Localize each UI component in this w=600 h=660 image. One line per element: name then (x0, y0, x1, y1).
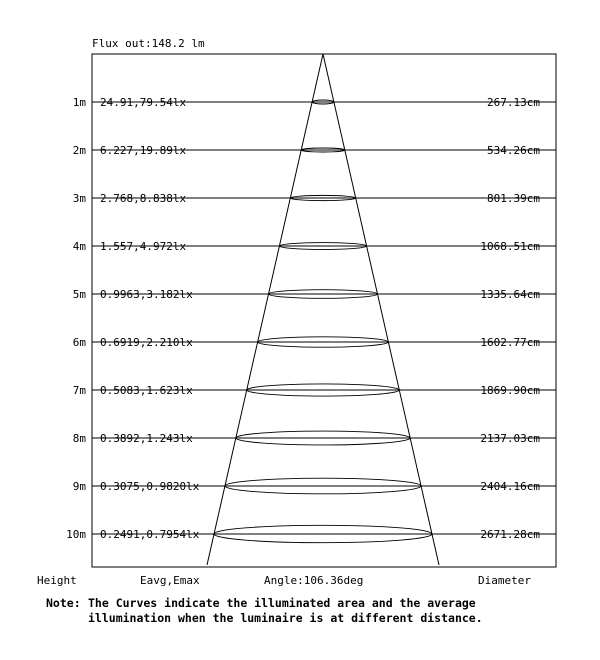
row-diameter: 2671.28cm (480, 528, 540, 541)
row-diameter: 1869.90cm (480, 384, 540, 397)
row-diameter: 1602.77cm (480, 336, 540, 349)
row-dividers (92, 102, 556, 534)
flux-out-label: Flux out:148.2 lm (92, 37, 205, 50)
row-diameter: 1335.64cm (480, 288, 540, 301)
row-diameter: 534.26cm (487, 144, 540, 157)
row-height-label: 8m (72, 432, 86, 445)
angle-label: Angle:106.36deg (264, 574, 364, 587)
cone-left-edge (207, 54, 323, 565)
illuminated-area-curves (214, 100, 432, 543)
row-height-label: 7m (72, 384, 86, 397)
row-height-label: 6m (72, 336, 86, 349)
note-label: Note: (46, 596, 81, 610)
row-height-label: 3m (72, 192, 86, 205)
row-illuminance: 24.91,79.54lx (100, 96, 187, 109)
row-illuminance: 0.5083,1.623lx (100, 384, 193, 397)
note (46, 596, 586, 626)
row-diameter: 1068.51cm (480, 240, 540, 253)
row-height-label: 5m (72, 288, 86, 301)
eavg-emax-label: Eavg,Emax (140, 574, 200, 587)
row-illuminance: 0.3892,1.243lx (100, 432, 193, 445)
row-diameter: 267.13cm (487, 96, 540, 109)
height-label: Height (37, 574, 77, 587)
row-illuminance: 0.2491,0.7954lx (100, 528, 200, 541)
row-illuminance: 6.227,19.89lx (100, 144, 187, 157)
row-height-label: 1m (72, 96, 86, 109)
row-illuminance: 0.9963,3.182lx (100, 288, 193, 301)
row-labels (66, 96, 540, 541)
diameter-label: Diameter (478, 574, 531, 587)
row-height-label: 2m (72, 144, 86, 157)
note-line-1: The Curves indicate the illuminated area and the average (88, 596, 476, 610)
row-diameter: 2137.03cm (480, 432, 540, 445)
cone-right-edge (323, 54, 439, 565)
note-line-2: illumination when the luminaire is at different distance. (88, 611, 483, 625)
light-cone (207, 54, 439, 565)
row-diameter: 801.39cm (487, 192, 540, 205)
row-height-label: 9m (72, 480, 86, 493)
row-illuminance: 0.3075,0.9820lx (100, 480, 200, 493)
row-diameter: 2404.16cm (480, 480, 540, 493)
row-height-label: 4m (72, 240, 86, 253)
row-illuminance: 1.557,4.972lx (100, 240, 187, 253)
row-illuminance: 2.768,8.838lx (100, 192, 187, 205)
row-height-label: 10m (66, 528, 86, 541)
row-illuminance: 0.6919,2.210lx (100, 336, 193, 349)
